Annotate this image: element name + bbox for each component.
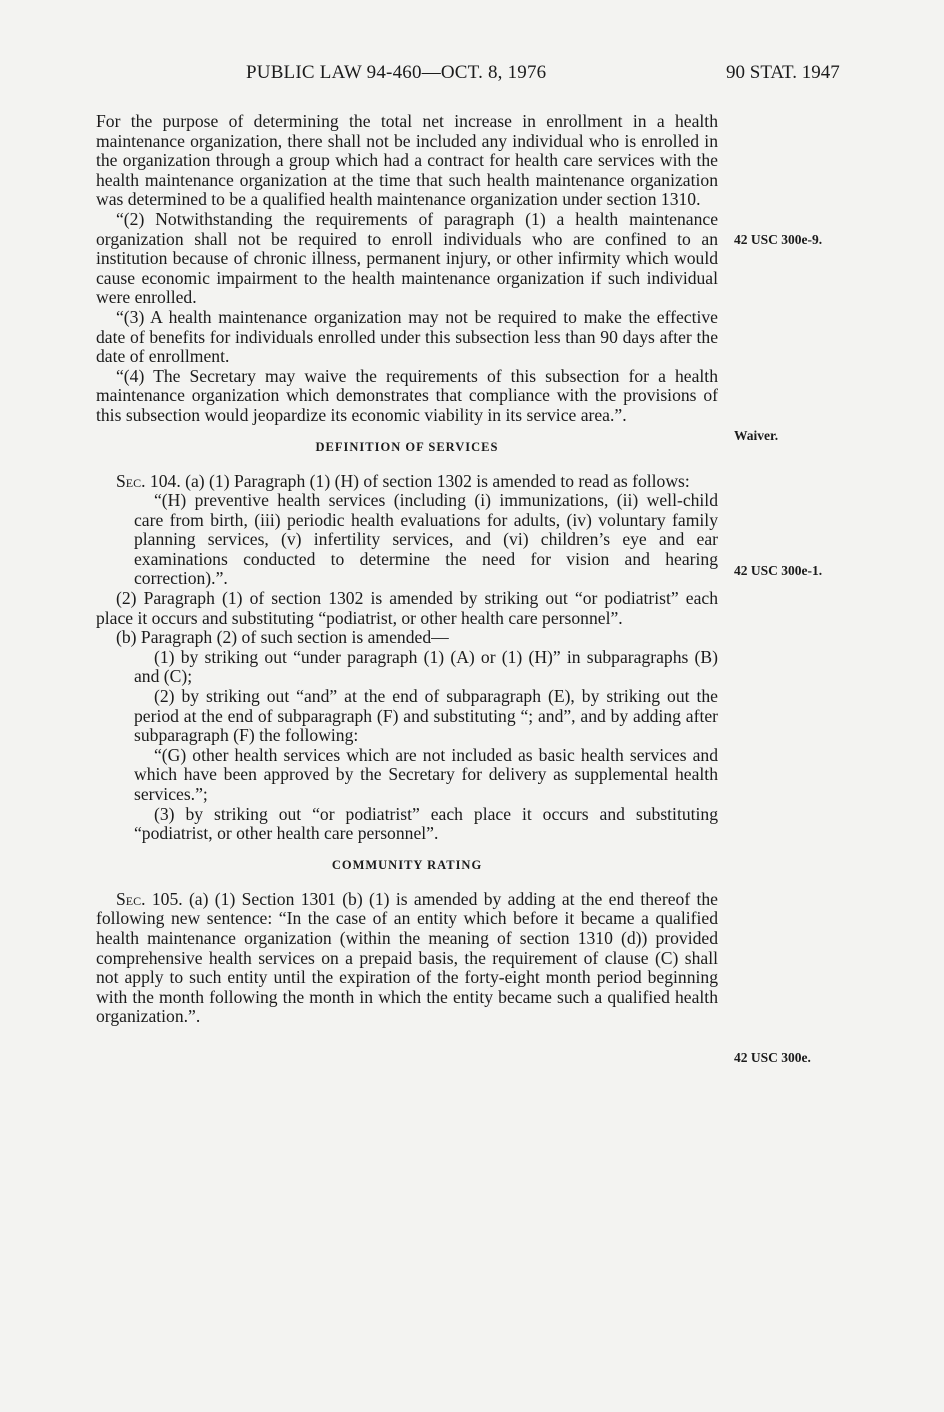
margin-note-usc-300e: 42 USC 300e.	[734, 1050, 811, 1065]
paragraph-3: “(3) A health maintenance organization may not be required to make the effective date of benefits for individuals enrolled under this subsection less than 90 days after the date of enrollment.	[96, 306, 718, 367]
section-104-text: 104. (a) (1) Paragraph (1) (H) of section 1302 is amended to read as follows:	[145, 470, 690, 491]
section-104-paragraph	[96, 472, 718, 492]
subparagraph-h-quote: “(H) preventive health services (including (i) immunizations, (ii) well-child care from birth, (iii) periodic health evaluations for adults, (iv) voluntary family planning services, (v) infertility services, and (vi) children’s eye and ear examinations conducted to determine the need for vision and hearing correction).”.	[134, 490, 718, 589]
amendment-b-intro: (b) Paragraph (2) of such section is amended—	[116, 627, 449, 648]
section-105-text: 105. (a) (1) Section 1301 (b) (1) is amended by adding at the end thereof the following new sentence: “In the case of an entity which before it became a qualified health maintenance organization (within the meaning of section 1310 (d)) provided comprehensive health services on a prepaid basis, the requirement of clause (C) shall not apply to such entity until the expiration of the forty-eight month period beginning with the month following the month in which the entity became such a qualified health organization.”.	[96, 888, 718, 1027]
amendment-b3: (3) by striking out “or podiatrist” each place it occurs and substituting “podiatrist, or other health care personnel”.	[134, 803, 718, 844]
section-heading-community-rating: COMMUNITY RATING	[331, 857, 483, 872]
running-head	[0, 62, 944, 88]
amendment-b2: (2) by striking out “and” at the end of subparagraph (E), by striking out the period at the end of subparagraph (F) and substituting “; and”, and by adding after subparagraph (F) the following:	[134, 686, 718, 746]
paragraph-4: “(4) The Secretary may waive the requirements of this subsection for a health maintenance organization which demonstrates that compliance with the provisions of this subsection would jeopardize its economic viability in its service area.”.	[96, 365, 718, 425]
amendment-b1: (1) by striking out “under paragraph (1) (A) or (1) (H)” in subparagraphs (B) and (C);	[134, 646, 718, 687]
margin-note-usc-300e-9: 42 USC 300e-9.	[734, 232, 823, 247]
law-title: PUBLIC LAW 94-460—OCT. 8, 1976	[246, 62, 547, 83]
section-label: Sec.	[116, 888, 146, 909]
margin-note-usc-300e-1: 42 USC 300e-1.	[734, 563, 823, 578]
section-heading-definition: DEFINITION OF SERVICES	[315, 439, 499, 454]
subparagraph-g-quote: “(G) other health services which are not included as basic health services and which have been approved by the Secretary for delivery as supplemental health services.”;	[134, 744, 718, 804]
section-105-paragraph	[96, 890, 718, 1027]
body-text	[96, 112, 718, 1027]
margin-note-waiver: Waiver.	[734, 428, 779, 443]
stat-page-number: 90 STAT. 1947	[726, 62, 840, 83]
paragraph-2: “(2) Notwithstanding the requirements of paragraph (1) a health maintenance organization shall not be required to enroll individuals who are confined to an institution because of chronic illness, permanent injury, or other infirmity which would cause economic impairment to the health maintenance organization if such individual were enrolled.	[96, 208, 718, 308]
section-label: Sec.	[116, 470, 146, 491]
intro-paragraph: For the purpose of determining the total net increase in enrollment in a health maintenance organization, there shall not be included any individual who is enrolled in the organization through a group which had a contract for health care services with the health maintenance organization at the time that such health maintenance organization was determined to be a qualified health maintenance organization under section 1310.	[96, 111, 718, 210]
amendment-a2: (2) Paragraph (1) of section 1302 is amended by striking out “or podiatrist” each place it occurs and substituting “podiatrist, or other health care personnel”.	[96, 588, 718, 628]
